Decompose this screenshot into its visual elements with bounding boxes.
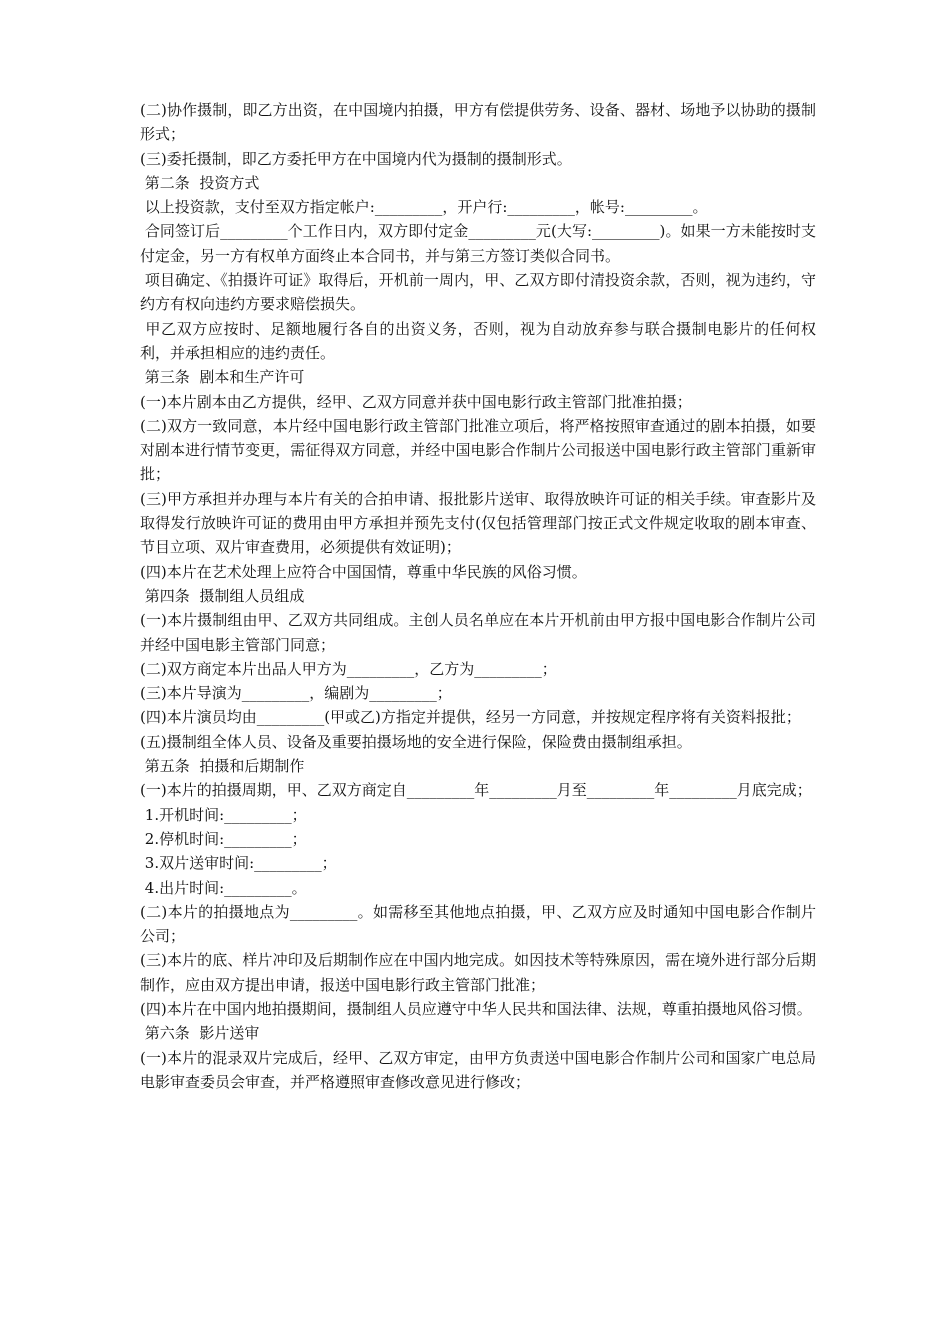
paragraph-review-1: (一)本片的混录双片完成后，经甲、乙双方审定，由甲方负责送中国电影合作制片公司和国家广电总局电影审查委员会审查，并严格遵照审查修改意见进行修改；	[140, 1048, 816, 1091]
heading-article-4: 第四条 摄制组人员组成	[140, 586, 305, 605]
paragraph-crew-1: (一)本片摄制组由甲、乙双方共同组成。主创人员名单应在本片开机前由甲方报中国电影合作制片公司并经中国电影主管部门同意；	[140, 611, 816, 654]
paragraph-crew-5: (五)摄制组全体人员、设备及重要拍摄场地的安全进行保险，保险费由摄制组承担。	[140, 732, 692, 751]
paragraph-crew-3: (三)本片导演为_________，编剧为_________；	[140, 684, 452, 703]
paragraph-schedule-3: 3.双片送审时间:_________；	[140, 854, 337, 873]
paragraph-schedule-2: 2.停机时间:_________；	[140, 829, 307, 848]
heading-article-2: 第二条 投资方式	[140, 173, 260, 192]
paragraph-shooting-1: (一)本片的拍摄周期，甲、乙双方商定自_________年_________月至_________年_________月底完成；	[140, 781, 812, 800]
heading-article-3: 第三条 剧本和生产许可	[140, 368, 305, 387]
paragraph-crew-2: (二)双方商定本片出品人甲方为_________，乙方为_________；	[140, 659, 557, 678]
paragraph-shooting-3: (三)本片的底、样片冲印及后期制作应在中国内地完成。如因技术等特殊原因，需在境外进行部分后期制作，应由双方提出申请，报送中国电影行政主管部门批准；	[140, 951, 816, 994]
paragraph-commissioned: (三)委托摄制，即乙方委托甲方在中国境内代为摄制的摄制形式。	[140, 149, 572, 168]
paragraph-coproduction: (二)协作摄制，即乙方出资，在中国境内拍摄，甲方有偿提供劳务、设备、器材、场地予以协助的摄制形式；	[140, 101, 816, 144]
document-page	[140, 98, 816, 1094]
paragraph-crew-4: (四)本片演员均由_________(甲或乙)方指定并提供，经另一方同意，并按规定程序将有关资料报批；	[140, 708, 801, 727]
paragraph-shooting-4: (四)本片在中国内地拍摄期间，摄制组人员应遵守中华人民共和国法律、法规，尊重拍摄地风俗习惯。	[140, 999, 812, 1018]
paragraph-script-1: (一)本片剧本由乙方提供，经甲、乙双方同意并获中国电影行政主管部门批准拍摄；	[140, 392, 692, 411]
heading-article-6: 第六条 影片送审	[140, 1024, 260, 1043]
paragraph-deposit: 合同签订后_________个工作日内，双方即付定金_________元(大写:_________)。如果一方未能按时支付定金，另一方有权单方面终止本合同书，并与第三方签订类似合同书。	[140, 222, 816, 265]
paragraph-shooting-2: (二)本片的拍摄地点为_________。如需移至其他地点拍摄，甲、乙双方应及时通知中国电影合作制片公司；	[140, 902, 816, 946]
paragraph-schedule-4: 4.出片时间:_________。	[140, 878, 307, 897]
paragraph-script-2: (二)双方一致同意，本片经中国电影行政主管部门批准立项后，将严格按照审查通过的剧本拍摄，如要对剧本进行情节变更，需征得双方同意，并经中国电影合作制片公司报送中国电影行政主管部门重新审批；	[140, 416, 816, 484]
paragraph-balance: 项目确定、《拍摄许可证》取得后，开机前一周内，甲、乙双方即付清投资余款，否则，视为违约，守约方有权向违约方要求赔偿损失。	[140, 271, 816, 314]
heading-article-5: 第五条 拍摄和后期制作	[140, 757, 305, 776]
paragraph-script-4: (四)本片在艺术处理上应符合中国国情，尊重中华民族的风俗习惯。	[140, 562, 587, 581]
paragraph-script-3: (三)甲方承担并办理与本片有关的合拍申请、报批影片送审、取得放映许可证的相关手续。审查影片及取得发行放映许可证的费用由甲方承担并预先支付(仅包括管理部门按正式文件规定收取的剧本审查、节目立项、双片审查费用，必须提供有效证明)；	[140, 489, 816, 557]
paragraph-schedule-1: 1.开机时间:_________；	[140, 805, 307, 824]
paragraph-account: 以上投资款，支付至双方指定帐户:_________，开户行:_________，帐号:_________。	[140, 198, 708, 217]
paragraph-obligation: 甲乙双方应按时、足额地履行各自的出资义务，否则，视为自动放弃参与联合摄制电影片的任何权利，并承担相应的违约责任。	[140, 319, 816, 362]
